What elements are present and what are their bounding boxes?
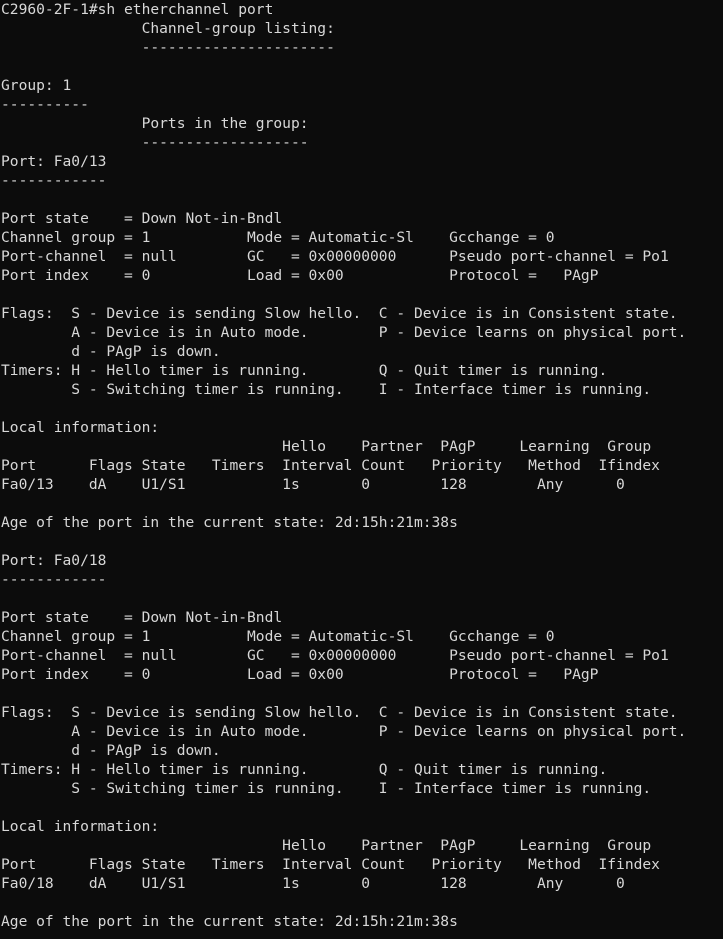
terminal-line: Timers: H - Hello timer is running. Q - Quit timer is running. xyxy=(1,761,608,778)
terminal-line: ------------ xyxy=(1,571,107,588)
terminal-line: Port state = Down Not-in-Bndl xyxy=(1,609,283,626)
terminal-line xyxy=(1,532,723,551)
terminal-line xyxy=(1,285,723,304)
terminal-line: Channel group = 1 Mode = Automatic-Sl Gcchange = 0 xyxy=(1,628,555,645)
terminal-line xyxy=(1,190,723,209)
terminal-line: Port: Fa0/18 xyxy=(1,552,107,569)
terminal-line: Local information: xyxy=(1,818,160,835)
terminal-line: Timers: H - Hello timer is running. Q - Quit timer is running. xyxy=(1,362,608,379)
terminal-line: A - Device is in Auto mode. P - Device learns on physical port. xyxy=(1,324,687,341)
terminal-line: S - Switching timer is running. I - Interface timer is running. xyxy=(1,381,652,398)
terminal-line: ---------- xyxy=(1,96,89,113)
terminal-line: Fa0/13 dA U1/S1 1s 0 128 Any 0 xyxy=(1,476,625,493)
terminal-line: d - PAgP is down. xyxy=(1,343,221,360)
terminal-line: Port index = 0 Load = 0x00 Protocol = PAgP xyxy=(1,666,599,683)
terminal-line xyxy=(1,893,723,912)
terminal-line: Channel group = 1 Mode = Automatic-Sl Gcchange = 0 xyxy=(1,229,555,246)
terminal-line: Age of the port in the current state: 2d:15h:21m:38s xyxy=(1,514,458,531)
terminal-line: Local information: xyxy=(1,419,160,436)
terminal-line: ------------ xyxy=(1,172,107,189)
terminal-line xyxy=(1,684,723,703)
terminal-line: Port index = 0 Load = 0x00 Protocol = PAgP xyxy=(1,267,599,284)
terminal-line: Port-channel = null GC = 0x00000000 Pseudo port-channel = Po1 xyxy=(1,248,669,265)
terminal-line: Flags: S - Device is sending Slow hello. C - Device is in Consistent state. xyxy=(1,704,678,721)
terminal-line xyxy=(1,399,723,418)
terminal-line: Ports in the group: xyxy=(1,115,309,132)
terminal-line xyxy=(1,57,723,76)
terminal-line: Port Flags State Timers Interval Count Priority Method Ifindex xyxy=(1,457,660,474)
terminal-line: Group: 1 xyxy=(1,77,72,94)
terminal-line: Age of the port in the current state: 2d:15h:21m:38s xyxy=(1,913,458,930)
terminal-line: ---------------------- xyxy=(1,39,335,56)
terminal-line: Port: Fa0/13 xyxy=(1,153,107,170)
terminal-line xyxy=(1,798,723,817)
terminal-line: ------------------- xyxy=(1,134,309,151)
terminal-line: Fa0/18 dA U1/S1 1s 0 128 Any 0 xyxy=(1,875,625,892)
terminal-line: d - PAgP is down. xyxy=(1,742,221,759)
terminal-line: Channel-group listing: xyxy=(1,20,335,37)
terminal-line: Flags: S - Device is sending Slow hello. C - Device is in Consistent state. xyxy=(1,305,678,322)
terminal-line: Hello Partner PAgP Learning Group xyxy=(1,438,652,455)
terminal-line: Port state = Down Not-in-Bndl xyxy=(1,210,283,227)
terminal-line: Port-channel = null GC = 0x00000000 Pseudo port-channel = Po1 xyxy=(1,647,669,664)
terminal-line: Hello Partner PAgP Learning Group xyxy=(1,837,652,854)
terminal-line xyxy=(1,589,723,608)
terminal-line: A - Device is in Auto mode. P - Device learns on physical port. xyxy=(1,723,687,740)
terminal-line xyxy=(1,494,723,513)
terminal-line: S - Switching timer is running. I - Interface timer is running. xyxy=(1,780,652,797)
command-prompt-line: C2960-2F-1#sh etherchannel port xyxy=(1,1,274,18)
terminal-line: Port Flags State Timers Interval Count Priority Method Ifindex xyxy=(1,856,660,873)
